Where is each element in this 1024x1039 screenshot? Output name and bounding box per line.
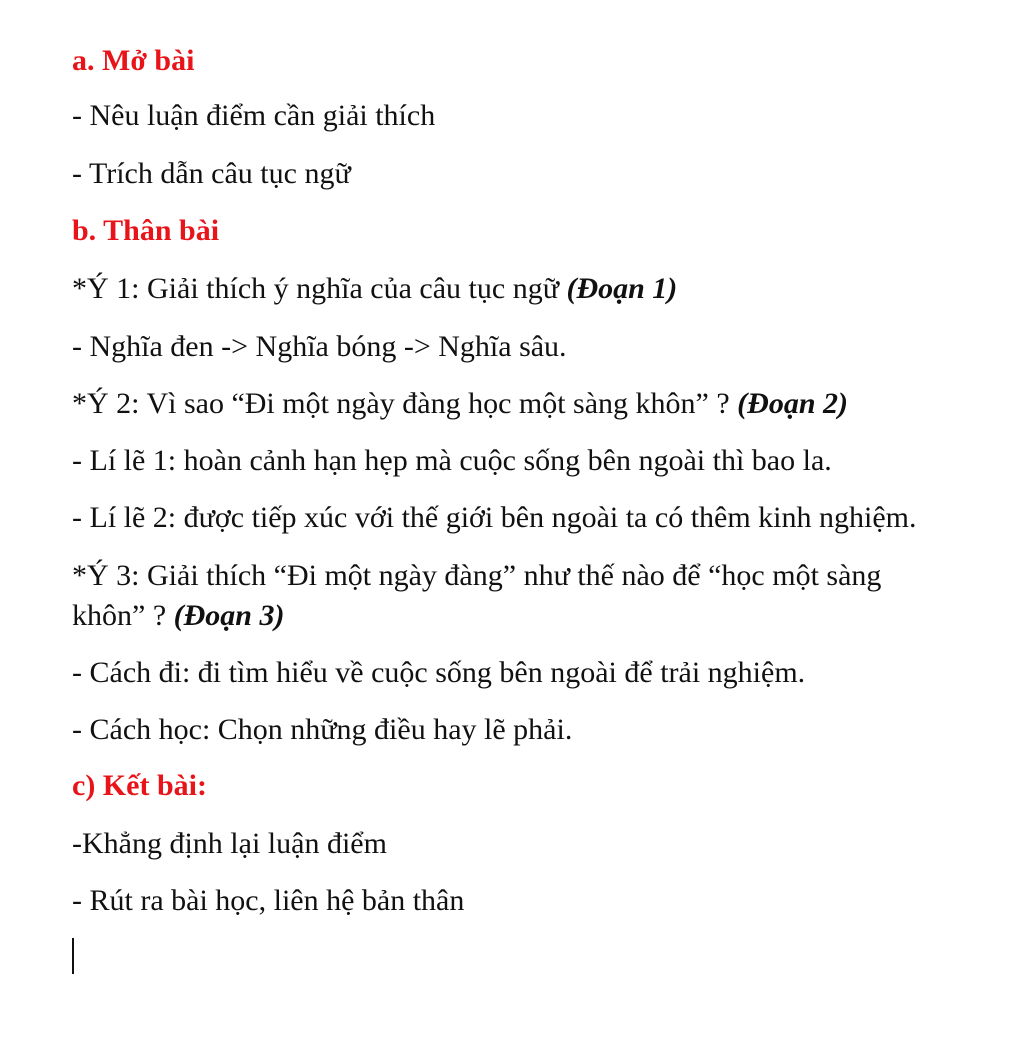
point-1-tag: (Đoạn 1) [566, 272, 678, 305]
ket-bai-item-1: -Khẳng định lại luận điểm [72, 827, 387, 860]
mo-bai-item-2: - Trích dẫn câu tục ngữ [72, 157, 351, 190]
heading-than-bai: b. Thân bài [72, 214, 220, 247]
mo-bai-item-1: - Nêu luận điểm cần giải thích [72, 99, 436, 132]
point-3-item-1: - Cách đi: đi tìm hiểu về cuộc sống bên ngoài để trải nghiệm. [72, 656, 806, 689]
point-1-text: *Ý 1: Giải thích ý nghĩa của câu tục ngữ [72, 272, 567, 305]
text-cursor [72, 938, 74, 974]
point-3-line-1: *Ý 3: Giải thích “Đi một ngày đàng” như thế nào để “học một sàng [72, 559, 882, 592]
heading-mo-bai: a. Mở bài [72, 44, 195, 77]
point-2 [72, 385, 848, 423]
point-2-item-2: - Lí lẽ 2: được tiếp xúc với thế giới bên ngoài ta có thêm kinh nghiệm. [72, 501, 917, 534]
point-3-tag: (Đoạn 3) [173, 599, 285, 632]
point-3-text: khôn” ? [72, 599, 174, 632]
heading-ket-bai: c) Kết bài: [72, 769, 207, 802]
point-1 [72, 270, 677, 308]
point-2-item-1: - Lí lẽ 1: hoàn cảnh hạn hẹp mà cuộc sống bên ngoài thì bao la. [72, 444, 832, 477]
point-1-item-1: - Nghĩa đen -> Nghĩa bóng -> Nghĩa sâu. [72, 330, 567, 363]
point-3-line-2 [72, 597, 284, 635]
point-3-item-2: - Cách học: Chọn những điều hay lẽ phải. [72, 713, 573, 746]
point-2-tag: (Đoạn 2) [737, 387, 849, 420]
ket-bai-item-2: - Rút ra bài học, liên hệ bản thân [72, 884, 465, 917]
point-2-text: *Ý 2: Vì sao “Đi một ngày đàng học một sàng khôn” ? [72, 387, 738, 420]
